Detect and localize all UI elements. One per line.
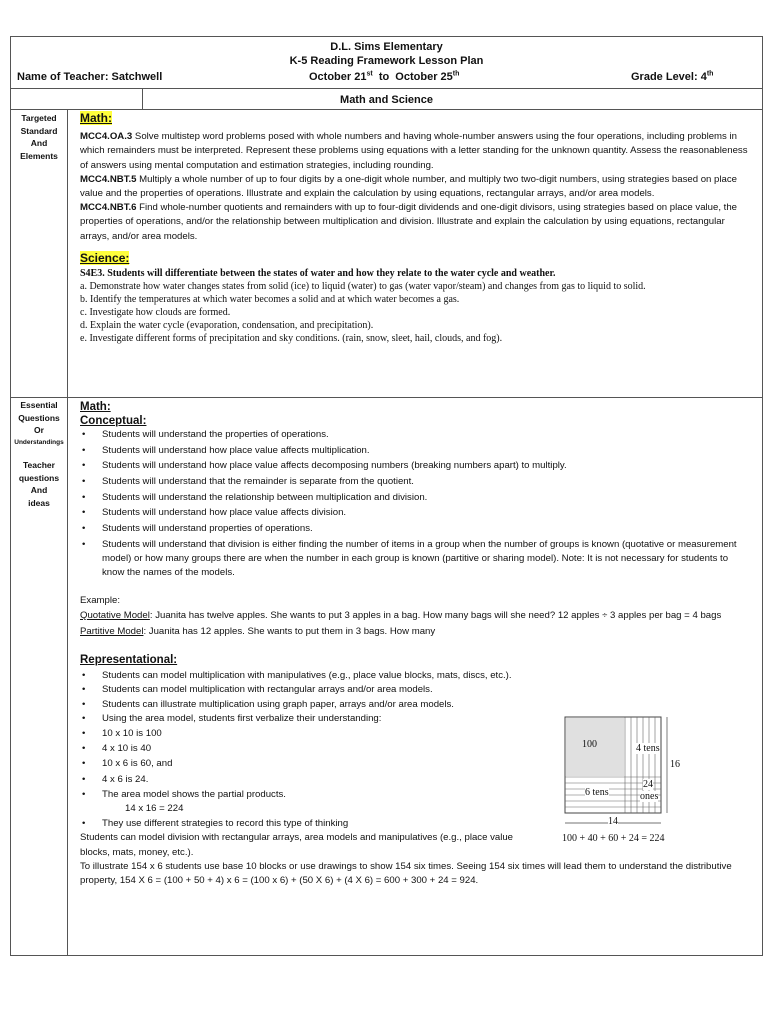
list-item: • The area model shows the partial products. (80, 788, 752, 802)
illustrate-text: To illustrate 154 x 6 students use base 10 blocks or use drawings to show 154 six times. Seeing 154 six times will lead them to understand the distributive property, 154 X 6 = (100 + 50 + 4) x 6 = (100 x 6) + (50 X 6) + (4 X 6) = 600 + 300 + 24 = 924. (80, 860, 732, 887)
list-item: • Students will understand how place value affects division. (80, 506, 752, 520)
teacher-questions-label: Teacher questions And ideas (18, 460, 60, 508)
science-heading: Science: (80, 250, 130, 265)
list-item: • Students will understand how place value affects multiplication. (80, 444, 752, 458)
list-item: • Students can model multiplication with manipulatives (e.g., place value blocks, mats, discs, etc.). (80, 669, 752, 683)
list-item: • Students will understand that division is either finding the number of items in a group when the number of groups is known (quotative or measurement model) or how many groups there are when the number in each group is known (partitive or sharing model). Note: It is not necessary for students to know the names of the models. (80, 538, 752, 581)
conceptual-heading: Conceptual: (80, 415, 147, 428)
eq-math-heading: Math: (80, 401, 111, 413)
science-item: b. Identify the temperatures at which water becomes a solid and at which water becomes a gas. (80, 294, 460, 306)
area-model-sum: 100 + 40 + 60 + 24 = 224 (562, 833, 665, 844)
list-item: • Using the area model, students first verbalize their understanding: (80, 712, 752, 726)
column-divider (67, 109, 68, 955)
info-row (11, 68, 762, 89)
standard-nbt6: MCC4.NBT.6 Find whole-number quotients and remainders with up to four-digit dividends and one-digit divisors, using strategies based on place value, the properties of operations, and/or the relationship between multiplication and division. Illustrate and explain the calculation by using equations, rectangular arrays, and/or area models. (80, 202, 738, 242)
example-label: Example: (80, 595, 120, 607)
list-item: • Students will understand the properties of operations. (80, 428, 752, 442)
quotative-example: Quotative Model: Juanita has twelve apples. She wants to put 3 apples in a bag. How many bags will she need? 12 apples ÷ 3 apples per bag = 4 bags (80, 609, 722, 621)
conceptual-list (80, 428, 752, 580)
area-label-6tens: 6 tens (585, 787, 609, 798)
area-label-14: 14 (608, 816, 618, 827)
list-item: • Students will understand how place value affects decomposing numbers (breaking numbers apart) to multiply. (80, 459, 752, 473)
grade-level: Grade Level: 4th (631, 70, 714, 83)
math-heading: Math: (80, 111, 112, 125)
row-divider (11, 397, 762, 398)
science-item: c. Investigate how clouds are formed. (80, 307, 231, 319)
list-item: • Students will understand the relationship between multiplication and division. (80, 491, 752, 505)
list-item: • They use different strategies to record this type of thinking (80, 817, 752, 831)
division-text: Students can model division with rectangular arrays, area models and manipulatives (e.g., place value blocks, mats, money, etc.). (80, 832, 514, 858)
list-item: • 4 x 10 is 40 (80, 742, 752, 756)
area-label-4tens: 4 tens (636, 743, 660, 754)
area-label-16: 16 (670, 759, 680, 770)
list-item: • Students will understand that the remainder is separate from the quotient. (80, 475, 752, 489)
list-item: • Students can illustrate multiplication using graph paper, arrays and/or area models. (80, 698, 752, 712)
standard-s4e3: S4E3. Students will differentiate between the states of water and how they relate to the water cycle and weather. (80, 268, 556, 280)
area-model-figure (555, 715, 691, 847)
standard-oa3: MCC4.OA.3 Solve multistep word problems posed with whole numbers and having whole-number answers using the four operations, including problems in which remainders must be interpreted. Represent these problems using equations with a letter standing for the unknown quantity. Assess the reasonableness of answers using mental computation and estimation strategies, including rounding. (80, 131, 748, 171)
science-item: d. Explain the water cycle (evaporation, condensation, and precipitation). (80, 320, 374, 332)
plan-title: K-5 Reading Framework Lesson Plan (289, 55, 484, 67)
list-item: • 4 x 6 is 24. (80, 773, 752, 787)
science-item: e. Investigate different forms of precipitation and sky conditions. (rain, snow, sleet, hail, clouds, and fog). (80, 333, 503, 345)
date-range: October 21st to October 25th (309, 70, 460, 83)
list-item: • 10 x 10 is 100 (80, 727, 752, 741)
list-item: • Students will understand properties of operations. (80, 522, 752, 536)
science-item: a. Demonstrate how water changes states from solid (ice) to liquid (water) to gas (water vapor/steam) and changes from gas to liquid to solid. (80, 281, 646, 293)
lesson-plan-page (10, 36, 763, 956)
school-name: D.L. Sims Elementary (330, 41, 443, 53)
teacher-name: Name of Teacher: Satchwell (17, 71, 163, 83)
partial-product: 14 x 16 = 224 (125, 803, 184, 815)
partitive-example: Partitive Model: Juanita has 12 apples. She wants to put them in 3 bags. How many (80, 625, 436, 637)
representational-heading: Representational: (80, 654, 178, 667)
area-label-100: 100 (582, 739, 597, 750)
list-item: • 10 x 6 is 60, and (80, 757, 752, 771)
standards-section (80, 111, 752, 345)
subject-title: Math and Science (340, 94, 433, 106)
list-item: • Students can model multiplication with rectangular arrays and/or area models. (80, 683, 752, 697)
area-label-24: 24 (643, 779, 653, 790)
area-label-ones: ones (640, 791, 659, 802)
standards-label: Targeted Standard And Elements (20, 113, 58, 161)
subject-row (11, 89, 762, 110)
standard-nbt5: MCC4.NBT.5 Multiply a whole number of up to four digits by a one-digit whole number, and multiply two two-digit numbers, using strategies based on place value and the properties of operations. Illustrate and explain the calculation by using equations, rectangular arrays, and/or area models. (80, 173, 737, 200)
essential-questions-label: Essential Questions Or Understandings (14, 400, 64, 446)
